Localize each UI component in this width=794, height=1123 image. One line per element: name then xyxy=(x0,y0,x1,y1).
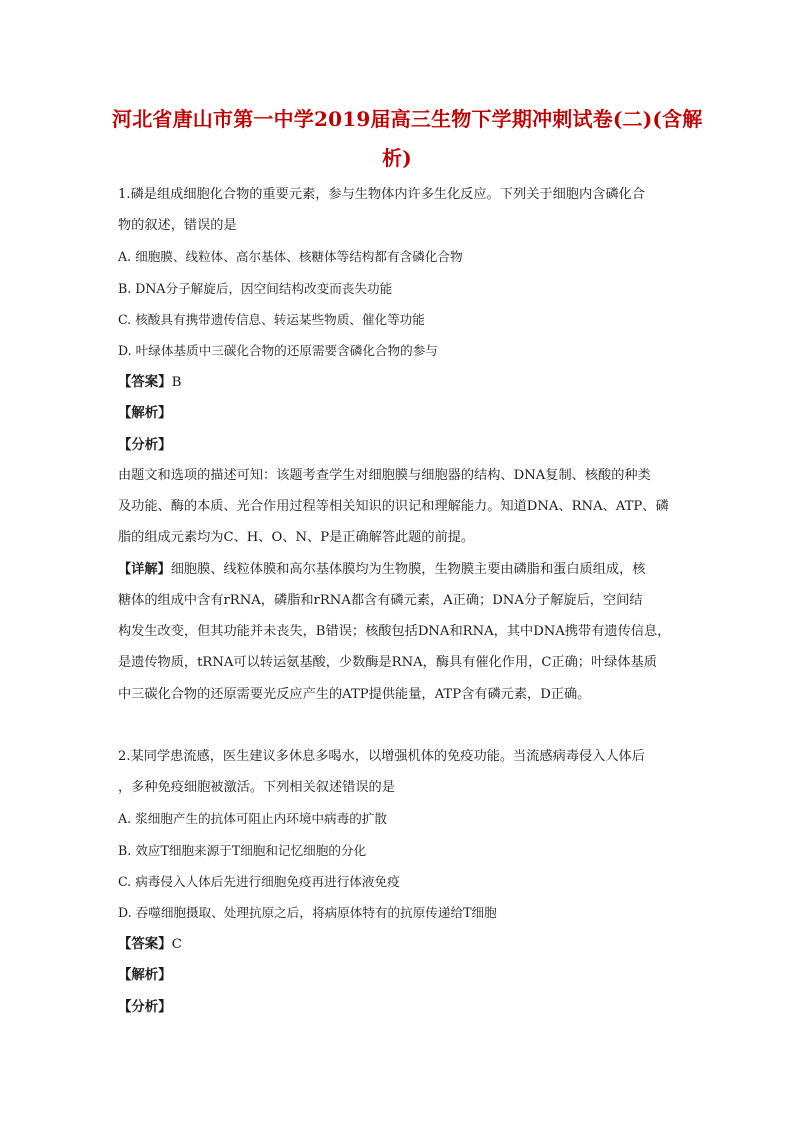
answer-label: 【答案】 xyxy=(118,936,172,952)
question-1-detail-text: 是遗传物质，tRNA可以转运氨基酸，少数酶是RNA，酶具有催化作用，C正确；叶绿体基质 xyxy=(118,655,657,670)
question-1-fenxi-text: 脂的组成元素均为C、H、O、N、P是正确解答此题的前提。 xyxy=(118,530,475,545)
question-2-option-a: A. 浆细胞产生的抗体可阻止内环境中病毒的扩散 xyxy=(118,811,387,826)
question-1-option-b: B. DNA分子解旋后，因空间结构改变而丧失功能 xyxy=(118,281,393,296)
question-2-analysis-heading: 【解析】 xyxy=(118,967,172,983)
detail-text: 细胞膜、线粒体膜和高尔基体膜均为生物膜，生物膜主要由磷脂和蛋白质组成，核 xyxy=(170,562,646,577)
answer-value: C xyxy=(171,937,182,952)
question-1-fenxi-text: 及功能、酶的本质、光合作用过程等相关知识的识记和理解能力。知道DNA、RNA、ATP、磷 xyxy=(118,499,669,514)
question-1-fenxi-heading: 【分析】 xyxy=(118,437,172,453)
question-1-answer xyxy=(118,373,181,392)
question-2-answer xyxy=(118,935,182,954)
question-1-analysis-heading: 【解析】 xyxy=(118,405,172,421)
question-1-detail xyxy=(118,561,698,579)
question-1-detail-text: 糖体的组成中含有rRNA，磷脂和rRNA都含有磷元素，A正确；DNA分子解旋后，空间结 xyxy=(118,593,643,608)
question-1-detail-text: 中三碳化合物的还原需要光反应产生的ATP提供能量，ATP含有磷元素，D正确。 xyxy=(118,687,591,702)
answer-label: 【答案】 xyxy=(118,374,172,390)
answer-value: B xyxy=(171,375,182,390)
question-1-option-c: C. 核酸具有携带遗传信息、转运某些物质、催化等功能 xyxy=(118,312,425,327)
question-1-detail-text: 构发生改变，但其功能并未丧失，B错误；核酸包括DNA和RNA，其中DNA携带有遗传信息， xyxy=(118,624,671,639)
question-1-option-d: D. 叶绿体基质中三碳化合物的还原需要含磷化合物的参与 xyxy=(118,343,438,358)
question-2-option-d: D. 吞噬细胞摄取、处理抗原之后，将病原体特有的抗原传递给T细胞 xyxy=(118,905,497,920)
question-2-fenxi-heading: 【分析】 xyxy=(118,999,172,1015)
question-1-option-a: A. 细胞膜、线粒体、高尔基体、核糖体等结构都有含磷化合物 xyxy=(118,249,463,264)
question-2-stem: 2.某同学患流感，医生建议多休息多喝水，以增强机体的免疫功能。当流感病毒侵入人体后 xyxy=(118,749,645,764)
document-title-line-1: 河北省唐山市第一中学2019届高三生物下学期冲刺试卷(二)(含解 xyxy=(112,107,703,131)
question-1-fenxi-text: 由题文和选项的描述可知：该题考查学生对细胞膜与细胞器的结构、DNA复制、核酸的种类 xyxy=(118,468,651,483)
detail-label: 【详解】 xyxy=(118,562,171,577)
question-2-option-b: B. 效应T细胞来源于T细胞和记忆细胞的分化 xyxy=(118,843,367,858)
question-1-stem: 1.磷是组成细胞化合物的重要元素，参与生物体内许多生化反应。下列关于细胞内含磷化合 xyxy=(118,187,645,202)
document-title-line-2: 析) xyxy=(382,146,412,170)
question-1-stem-cont: 物的叙述，错误的是 xyxy=(118,218,237,233)
question-2-stem-cont: ，多种免疫细胞被激活。下列相关叙述错误的是 xyxy=(118,780,395,795)
question-2-option-c: C. 病毒侵入人体后先进行细胞免疫再进行体液免疫 xyxy=(118,874,400,889)
